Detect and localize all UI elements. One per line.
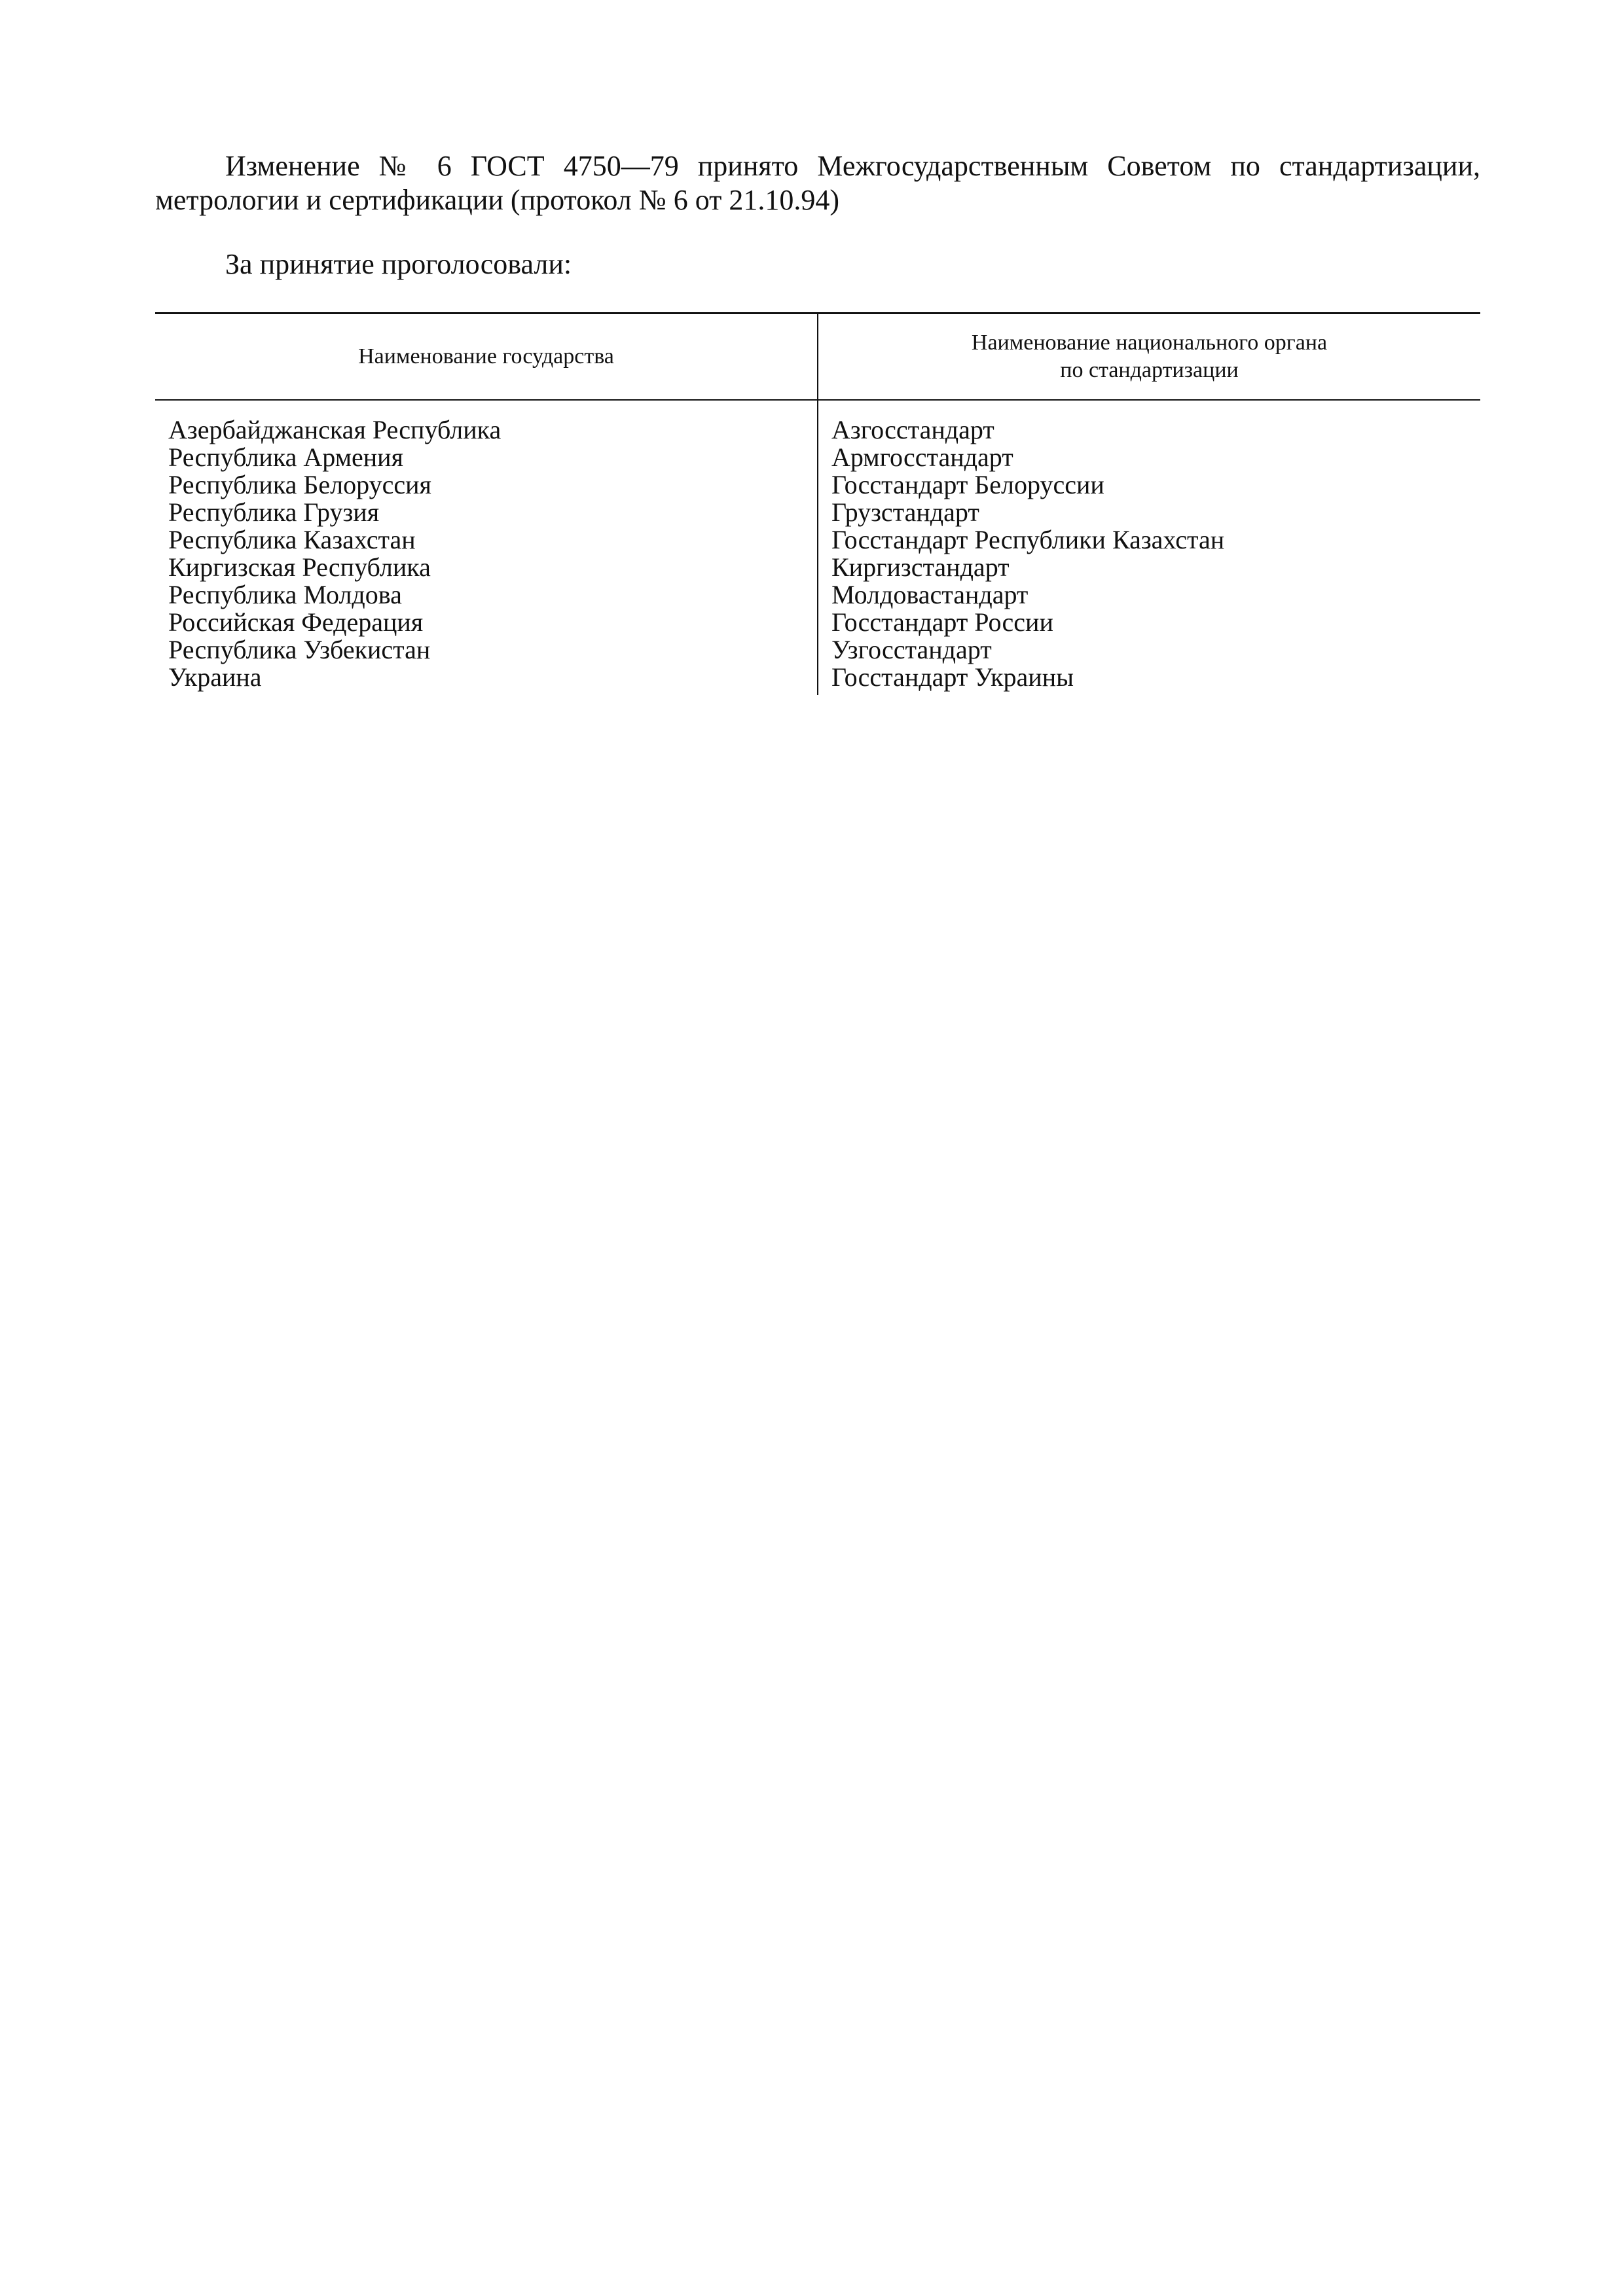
state-cell: Республика Молдова	[155, 581, 818, 609]
voted-label: За принятие проголосовали:	[225, 248, 572, 280]
state-cell: Российская Федерация	[155, 609, 818, 636]
body-cell: Грузстандарт	[831, 497, 979, 527]
body-cell: Госстандарт Белоруссии	[831, 470, 1104, 499]
state-cell: Республика Грузия	[155, 499, 818, 526]
table-row	[155, 526, 1480, 554]
state-cell: Республика Армения	[155, 444, 818, 471]
body-cell: Азгосстандарт	[831, 415, 994, 444]
table-header-row	[155, 314, 1480, 401]
state-cell: Республика Белоруссия	[155, 471, 818, 499]
body-cell: Киргизстандарт	[831, 552, 1010, 582]
voting-table	[155, 312, 1480, 695]
header-state	[155, 314, 818, 401]
table-row	[155, 554, 1480, 581]
body-cell: Армгосстандарт	[831, 442, 1013, 472]
body-cell: Узгосстандарт	[831, 635, 992, 664]
state-cell: Республика Узбекистан	[155, 636, 818, 664]
table-row	[155, 609, 1480, 636]
body-cell: Госстандарт Республики Казахстан	[831, 525, 1225, 554]
table-row	[155, 400, 1480, 444]
header-state-label: Наименование государства	[358, 344, 614, 368]
table-row	[155, 581, 1480, 609]
body-cell: Молдовастандарт	[831, 580, 1029, 609]
header-national-body	[818, 314, 1480, 401]
intro-paragraph: Изменение № 6 ГОСТ 4750—79 принято Межгосударственным Советом по стандартизации, метрологии и сертификации (протокол № 6 от 21.10.94)	[155, 150, 1480, 216]
table-row	[155, 664, 1480, 695]
body-cell: Госстандарт Украины	[831, 662, 1074, 692]
state-cell: Азербайджанская Республика	[155, 400, 818, 444]
table-row	[155, 636, 1480, 664]
state-cell: Украина	[155, 664, 818, 695]
table-row	[155, 444, 1480, 471]
state-cell: Киргизская Республика	[155, 554, 818, 581]
header-body-line2: по стандартизации	[1060, 358, 1239, 382]
body-cell: Госстандарт России	[831, 607, 1053, 637]
state-cell: Республика Казахстан	[155, 526, 818, 554]
table-row	[155, 471, 1480, 499]
header-body-line1: Наименование национального органа	[971, 331, 1328, 355]
table-row	[155, 499, 1480, 526]
